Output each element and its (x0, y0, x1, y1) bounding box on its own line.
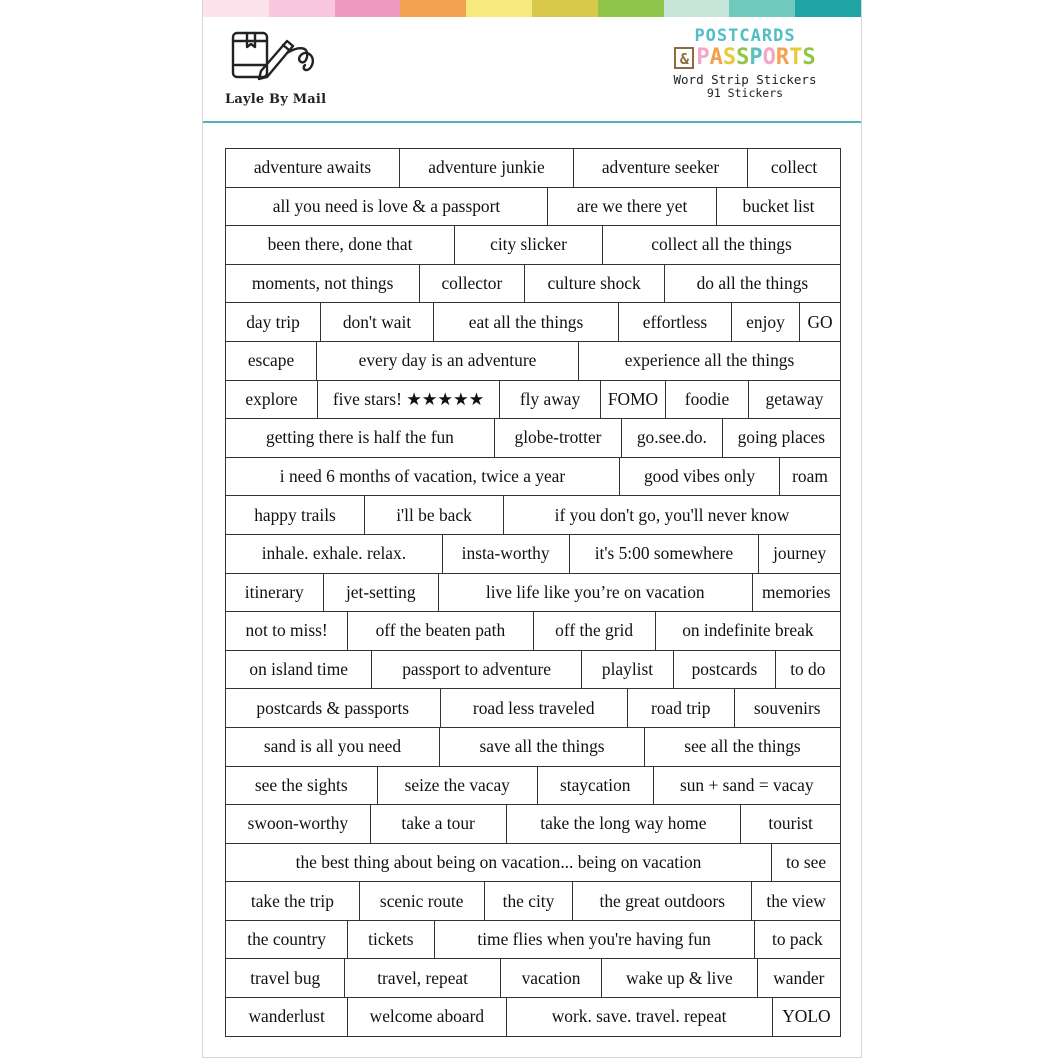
sticker-row (226, 921, 841, 960)
word-strip-sticker: swoon-worthy (226, 805, 371, 843)
word-strip-sticker: not to miss! (226, 612, 348, 650)
sticker-row (226, 689, 841, 728)
sticker-row (226, 496, 841, 535)
sticker-sheet-package (202, 0, 862, 1058)
sticker-row (226, 381, 841, 420)
word-strip-sticker: if you don't go, you'll never know (504, 496, 841, 534)
word-strip-sticker: staycation (538, 767, 654, 805)
sticker-count: 91 Stickers (706, 86, 784, 100)
word-strip-sticker: off the beaten path (348, 612, 533, 650)
title-letter: S (722, 45, 737, 70)
word-strip-sticker: see the sights (226, 767, 378, 805)
word-strip-sticker: getaway (749, 381, 841, 419)
word-strip-sticker: bucket list (717, 188, 841, 226)
mail-package-pencil-icon (225, 27, 325, 89)
word-strip-sticker: the best thing about being on vacation... being on vacation (226, 844, 772, 882)
word-strip-sticker: do all the things (665, 265, 841, 303)
title-passports-line (655, 45, 835, 71)
title-postcards: POSTCARDS (694, 26, 796, 46)
word-strip-sticker: itinerary (226, 574, 324, 612)
word-strip-sticker: i need 6 months of vacation, twice a year (226, 458, 620, 496)
stripe-segment (795, 0, 861, 17)
word-strip-sticker: take the trip (226, 882, 360, 920)
word-strip-sticker: time flies when you're having fun (435, 921, 755, 959)
sticker-row (226, 805, 841, 844)
sticker-row (226, 767, 841, 806)
title-letter: S (802, 45, 816, 70)
word-strip-sticker: passport to adventure (372, 651, 581, 689)
word-strip-sticker: every day is an adventure (317, 342, 579, 380)
word-strip-sticker: don't wait (321, 303, 434, 341)
stripe-segment (203, 0, 269, 17)
word-strip-sticker: five stars! ★★★★★ (318, 381, 500, 419)
title-letter: T (789, 45, 803, 70)
rainbow-stripe (203, 0, 861, 17)
word-strip-sticker: foodie (666, 381, 749, 419)
word-strip-sticker: the city (485, 882, 574, 920)
product-title-block (655, 27, 835, 100)
word-strip-sticker: GO (800, 303, 841, 341)
word-strip-sticker: welcome aboard (348, 998, 506, 1036)
word-strip-sticker: travel bug (226, 959, 345, 997)
sticker-row (226, 844, 841, 883)
sticker-row (226, 226, 841, 265)
word-strip-sticker: YOLO (773, 998, 841, 1036)
word-strip-sticker: insta-worthy (443, 535, 570, 573)
stripe-segment (335, 0, 401, 17)
product-subtitle: Word Strip Stickers (673, 72, 817, 87)
word-strip-sticker: tourist (741, 805, 841, 843)
word-strip-sticker: collect all the things (603, 226, 841, 264)
title-letter: O (762, 45, 776, 70)
word-strip-sticker: adventure seeker (574, 149, 748, 187)
sticker-row (226, 612, 841, 651)
word-strip-sticker: souvenirs (735, 689, 842, 727)
word-strip-sticker: sun + sand = vacay (654, 767, 842, 805)
word-strip-sticker: sand is all you need (226, 728, 440, 766)
word-strip-sticker: globe-trotter (495, 419, 622, 457)
word-strip-sticker: enjoy (732, 303, 800, 341)
word-strip-sticker: the country (226, 921, 348, 959)
word-strip-sticker: save all the things (440, 728, 645, 766)
stripe-segment (466, 0, 532, 17)
word-strip-sticker: playlist (582, 651, 674, 689)
word-strip-sticker: off the grid (534, 612, 656, 650)
word-strip-sticker: wander (758, 959, 841, 997)
word-strip-sticker: road trip (628, 689, 735, 727)
word-strip-sticker: getting there is half the fun (226, 419, 495, 457)
word-strip-sticker: day trip (226, 303, 321, 341)
sticker-row (226, 728, 841, 767)
word-strip-sticker: postcards (674, 651, 775, 689)
word-strip-sticker: roam (780, 458, 841, 496)
word-strip-sticker: collector (420, 265, 524, 303)
word-strip-sticker: postcards & passports (226, 689, 441, 727)
title-letter: P (696, 45, 710, 70)
word-strip-sticker: to pack (755, 921, 841, 959)
title-passports (696, 45, 815, 70)
sticker-row (226, 149, 841, 188)
sticker-row (226, 651, 841, 690)
word-strip-sticker: jet-setting (324, 574, 440, 612)
sticker-row (226, 303, 841, 342)
word-strip-sticker: tickets (348, 921, 434, 959)
word-strip-sticker: see all the things (645, 728, 841, 766)
word-strip-sticker: on island time (226, 651, 372, 689)
word-strip-sticker: wake up & live (602, 959, 757, 997)
ampersand-stamp-icon: & (674, 47, 694, 69)
word-strip-sticker: good vibes only (620, 458, 780, 496)
word-strip-sticker: the view (752, 882, 841, 920)
sticker-row (226, 419, 841, 458)
word-strip-sticker: take the long way home (507, 805, 742, 843)
word-strip-sticker: explore (226, 381, 318, 419)
word-strip-sticker: i'll be back (365, 496, 504, 534)
stripe-segment (532, 0, 598, 17)
sticker-row (226, 882, 841, 921)
word-strip-sticker: go.see.do. (622, 419, 723, 457)
word-strip-sticker: on indefinite break (656, 612, 841, 650)
word-strip-sticker: to do (776, 651, 841, 689)
word-strip-sticker: travel, repeat (345, 959, 500, 997)
word-strip-sticker: it's 5:00 somewhere (570, 535, 760, 573)
word-strip-sticker: seize the vacay (378, 767, 539, 805)
sticker-row (226, 959, 841, 998)
sticker-row (226, 342, 841, 381)
word-strip-sticker: inhale. exhale. relax. (226, 535, 443, 573)
word-strip-sticker: city slicker (455, 226, 603, 264)
brand-name: Layle By Mail (225, 92, 327, 107)
word-strip-sticker: going places (723, 419, 841, 457)
word-strip-sticker: escape (226, 342, 317, 380)
word-strip-sticker: scenic route (360, 882, 485, 920)
word-strip-sticker: effortless (619, 303, 732, 341)
word-strip-sticker: happy trails (226, 496, 365, 534)
title-letter: P (749, 45, 763, 70)
word-strip-grid (225, 148, 841, 1037)
word-strip-sticker: memories (753, 574, 842, 612)
title-letter: R (775, 45, 790, 70)
sticker-row (226, 265, 841, 304)
word-strip-sticker: wanderlust (226, 998, 348, 1036)
word-strip-sticker: all you need is love & a passport (226, 188, 548, 226)
word-strip-sticker: road less traveled (441, 689, 629, 727)
sticker-row (226, 535, 841, 574)
sticker-row (226, 188, 841, 227)
word-strip-sticker: take a tour (371, 805, 507, 843)
stripe-segment (598, 0, 664, 17)
stripe-segment (664, 0, 730, 17)
word-strip-sticker: moments, not things (226, 265, 420, 303)
stripe-segment (400, 0, 466, 17)
word-strip-sticker: vacation (501, 959, 602, 997)
package-header (203, 17, 861, 120)
sticker-row (226, 998, 841, 1037)
word-strip-sticker: are we there yet (548, 188, 717, 226)
word-strip-sticker: fly away (500, 381, 601, 419)
stripe-segment (729, 0, 795, 17)
word-strip-sticker: adventure awaits (226, 149, 400, 187)
header-divider (203, 121, 861, 123)
word-strip-sticker: the great outdoors (573, 882, 752, 920)
word-strip-sticker: live life like you’re on vacation (439, 574, 753, 612)
word-strip-sticker: culture shock (525, 265, 665, 303)
word-strip-sticker: been there, done that (226, 226, 455, 264)
word-strip-sticker: work. save. travel. repeat (507, 998, 773, 1036)
word-strip-sticker: to see (772, 844, 841, 882)
sticker-row (226, 574, 841, 613)
title-letter: S (736, 45, 750, 70)
word-strip-sticker: collect (748, 149, 841, 187)
word-strip-sticker: FOMO (601, 381, 666, 419)
word-strip-sticker: adventure junkie (400, 149, 574, 187)
word-strip-sticker: eat all the things (434, 303, 619, 341)
sticker-row (226, 458, 841, 497)
word-strip-sticker: experience all the things (579, 342, 841, 380)
title-letter: A (709, 45, 723, 70)
word-strip-sticker: journey (759, 535, 841, 573)
stripe-segment (269, 0, 335, 17)
